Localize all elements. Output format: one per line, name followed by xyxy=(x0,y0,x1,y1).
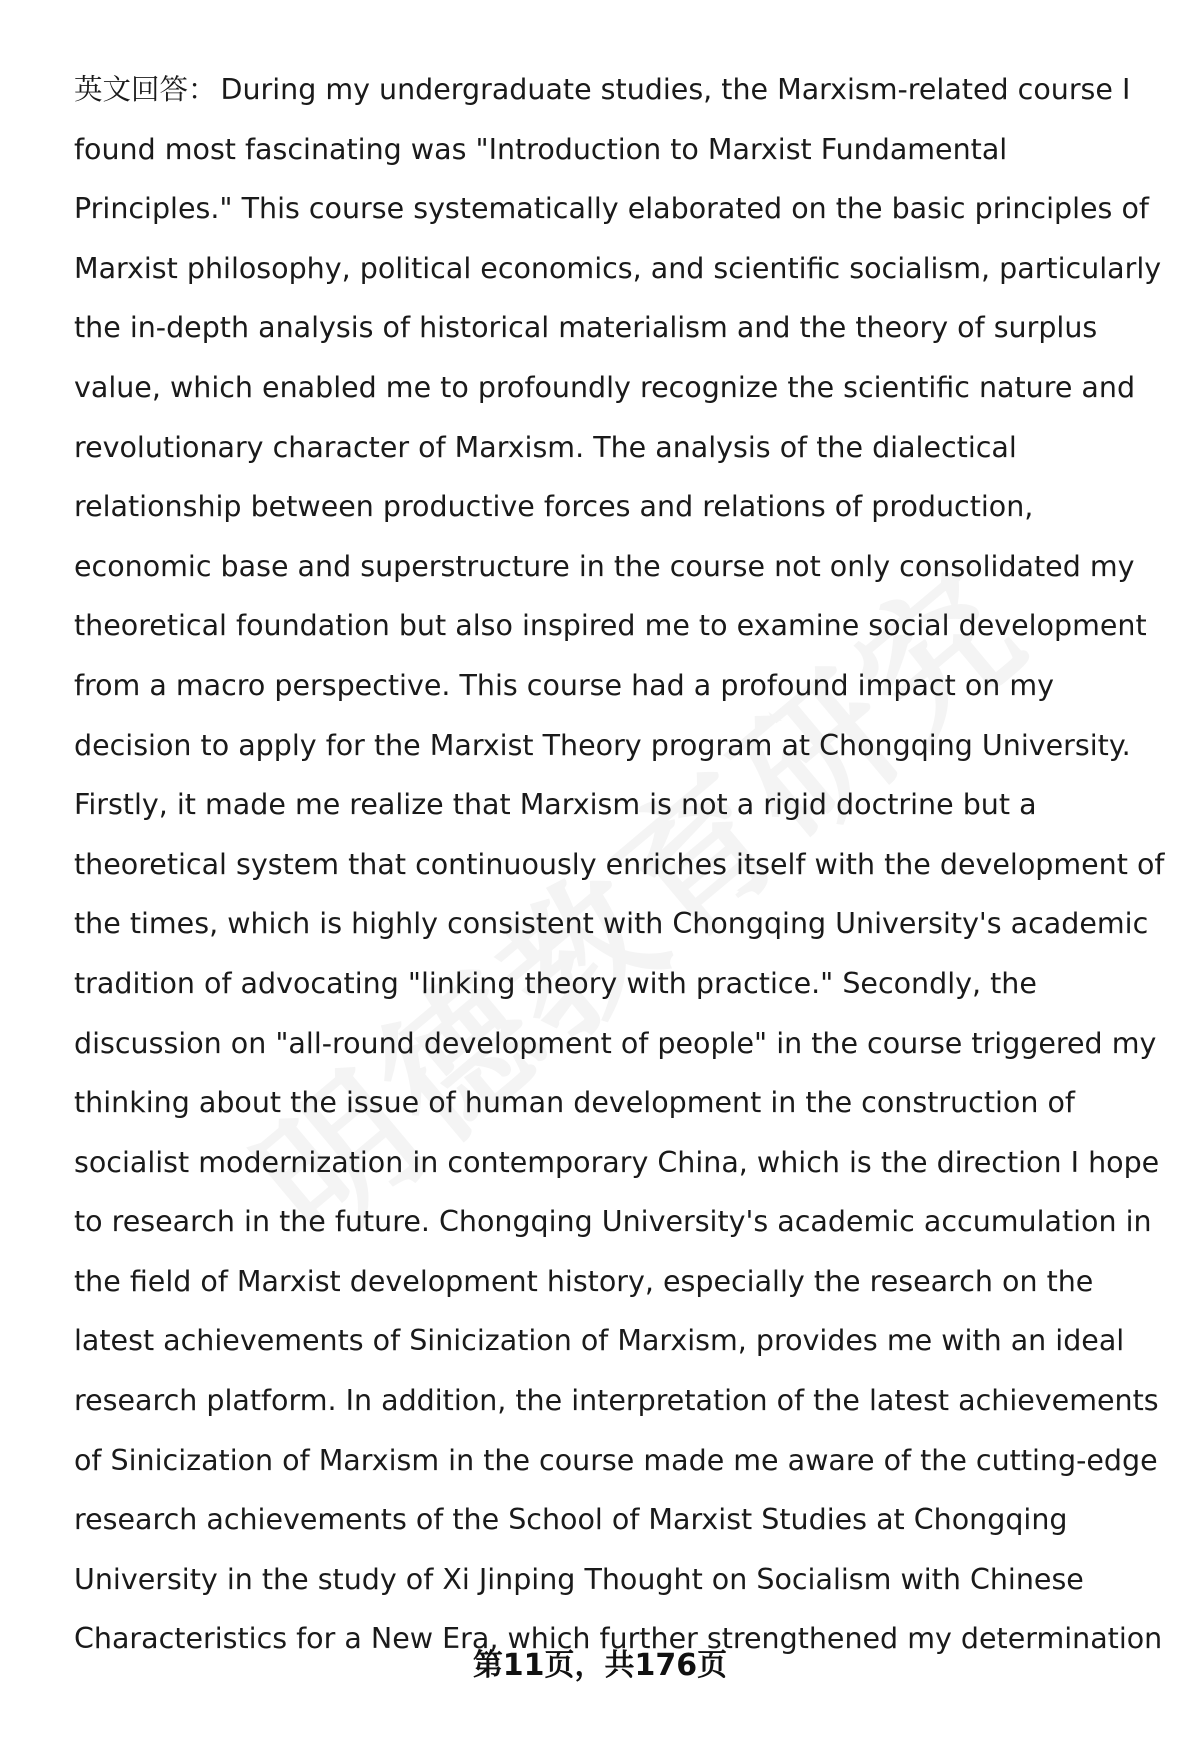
page-number: 第11页，共176页 xyxy=(472,1648,728,1683)
answer-text: During my undergraduate studies, the Marxism-related course I found most fascinating was "Introduction to Marxist Fundamental Principles." This course systematically elaborated on the basic principles of Marxist philosophy, political economics, and scientific socialism, particularly the in-depth analysis of historical materialism and the theory of surplus value, which enabled me to profoundly recognize the scientific nature and revolutionary character of Marxism. The analysis of the dialectical relationship between productive forces and relations of production, economic base and superstructure in the course not only consolidated my theoretical foundation but also inspired me to examine social development from a macro perspective. This course had a profound impact on my decision to apply for the Marxist Theory program at Chongqing University. Firstly, it made me realize that Marxism is not a rigid doctrine but a theoretical system that continuously enriches itself with the development of the times, which is highly consistent with Chongqing University's academic tradition of advocating "linking theory with practice." Secondly, the discussion on "all-round development of people" in the course triggered my thinking about the issue of human development in the construction of socialist modernization in contemporary China, which is the direction I hope to research in the future. Chongqing University's academic accumulation in the field of Marxist development history, especially the research on the latest achievements of Sinicization of Marxism, provides me with an ideal research platform. In addition, the interpretation of the latest achievements of Sinicization of Marxism in the course made me aware of the cutting-edge research achievements of the School of Marxist Studies at Chongqing University in the study of Xi Jinping Thought on Socialism with Chinese Characteristics for a New Era, which further strengthened my determination xyxy=(74,73,1165,1656)
answer-paragraph xyxy=(74,60,1166,1669)
answer-label: 英文回答： xyxy=(74,73,217,106)
